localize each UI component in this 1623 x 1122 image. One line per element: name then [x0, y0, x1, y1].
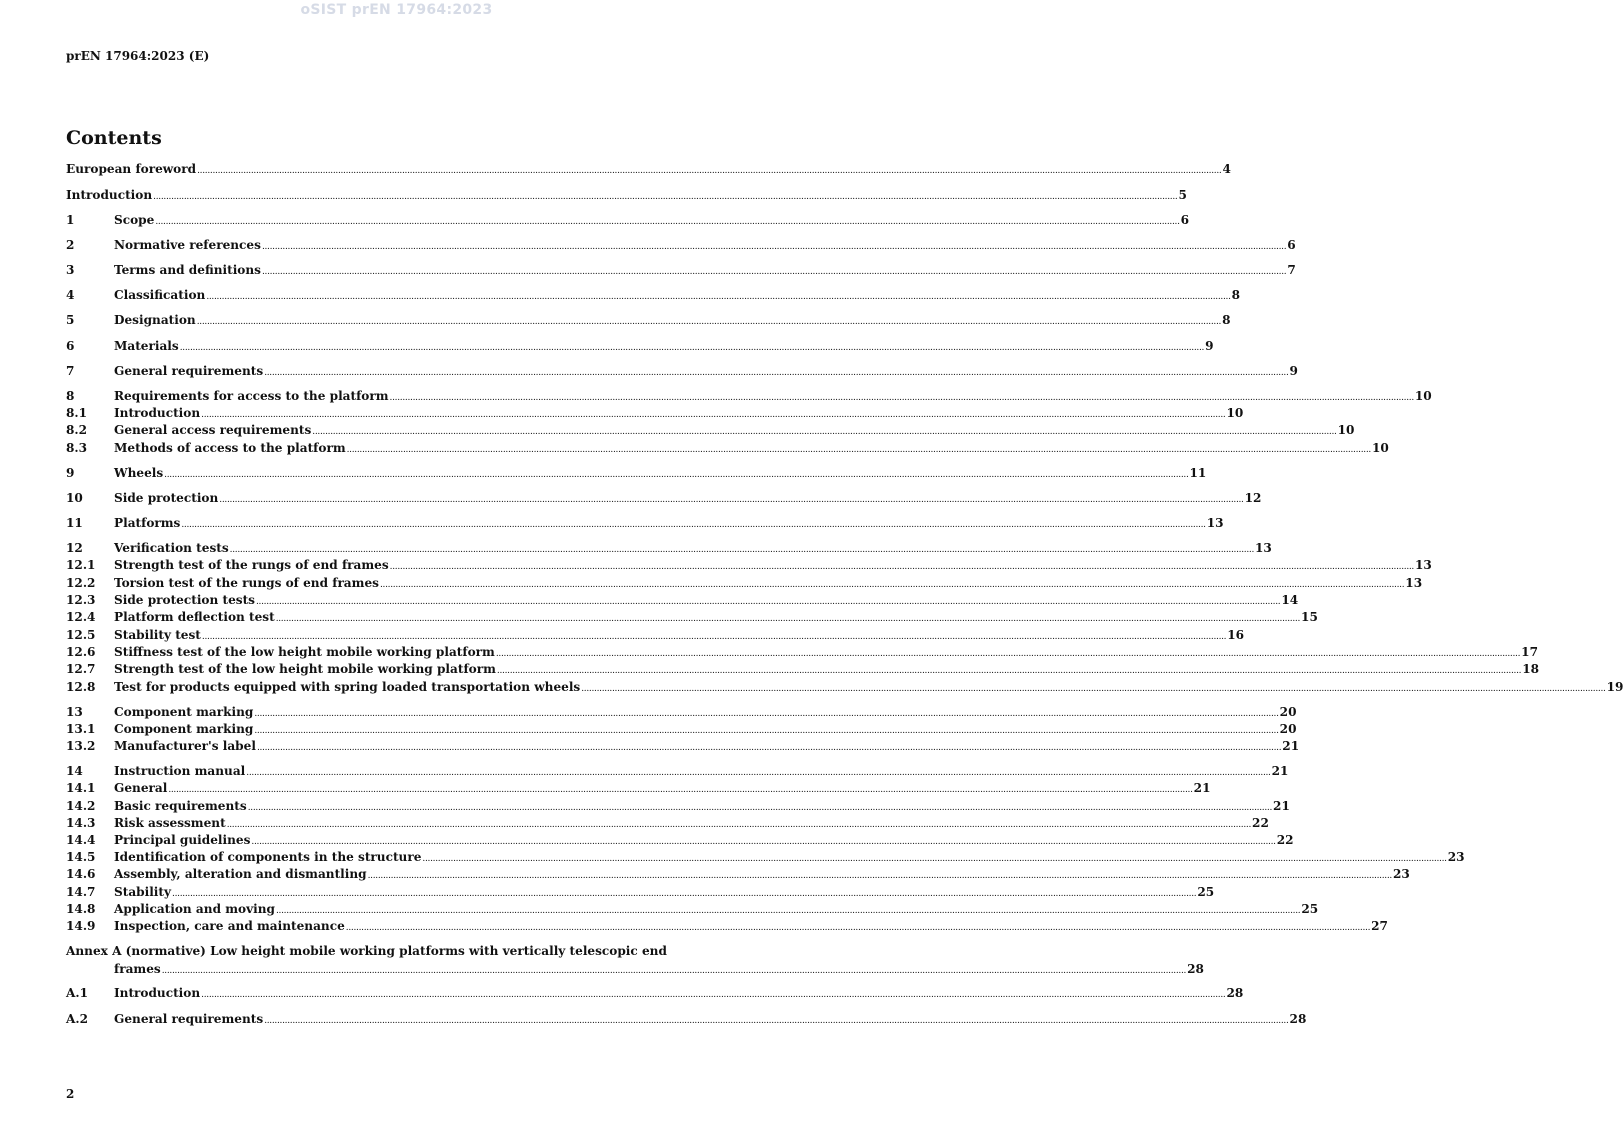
toc-entry-label: Introduction [114, 986, 201, 1000]
toc-entry-page: 6 [1180, 213, 1190, 227]
toc-entry-label: Terms and definitions [114, 263, 261, 277]
toc-entry[interactable] [66, 609, 1318, 627]
toc-entry-page: 19 [1606, 680, 1623, 694]
toc-entry[interactable] [66, 440, 1389, 458]
toc-entry-number: 5 [66, 313, 75, 327]
toc-entry-page: 28 [1187, 962, 1204, 976]
toc-entry-label: General [114, 781, 168, 795]
toc-entry[interactable] [66, 763, 1289, 781]
toc-entry-number: 8.1 [66, 406, 88, 420]
toc-entry[interactable] [66, 540, 1272, 558]
toc-entry-number: 13.2 [66, 739, 96, 753]
toc-entry-leader: ................................................................................................................................................................................................................................................................................................................................................................................................................ [495, 649, 1521, 659]
toc-entry-page: 10 [1337, 423, 1355, 437]
toc-entry[interactable] [66, 557, 1432, 575]
toc-entry[interactable] [66, 918, 1388, 936]
toc-entry-label: Materials [114, 339, 179, 353]
toc-entry-leader: ................................................................................................................................................................................................................................................................................................................................................................................................................ [161, 966, 1187, 976]
toc-entry[interactable] [66, 405, 1244, 423]
toc-entry-label: Strength test of the low height mobile working platform [114, 662, 496, 676]
toc-entry-leader: ................................................................................................................................................................................................................................................................................................................................................................................................................ [197, 166, 1222, 176]
toc-entry-leader: ................................................................................................................................................................................................................................................................................................................................................................................................................ [275, 614, 1301, 624]
toc-entry-page: 28 [1226, 986, 1244, 1000]
toc-entry-page: 20 [1279, 722, 1297, 736]
toc-entry[interactable] [66, 262, 1296, 280]
toc-entry[interactable] [66, 575, 1423, 593]
toc-entry-page: 21 [1282, 739, 1300, 753]
toc-entry[interactable] [66, 798, 1290, 816]
toc-entry-number: 8.2 [66, 423, 88, 437]
toc-entry-leader: ................................................................................................................................................................................................................................................................................................................................................................................................................ [346, 445, 1371, 455]
toc-entry-label: European foreword [66, 162, 197, 176]
toc-entry-label: Torsion test of the rungs of end frames [114, 576, 379, 590]
toc-entry[interactable] [66, 490, 1262, 508]
toc-entry-label: Side protection [114, 491, 219, 505]
toc-entry-leader: ................................................................................................................................................................................................................................................................................................................................................................................................................ [219, 495, 1244, 505]
toc-entry-leader: ................................................................................................................................................................................................................................................................................................................................................................................................................ [229, 545, 1255, 555]
toc-entry-label: Risk assessment [114, 816, 226, 830]
page-title: Contents [66, 127, 162, 149]
toc-entry[interactable] [66, 422, 1355, 440]
toc-entry-leader: ................................................................................................................................................................................................................................................................................................................................................................................................................ [181, 520, 1206, 530]
toc-entry[interactable] [66, 161, 1231, 179]
toc-entry-leader: ................................................................................................................................................................................................................................................................................................................................................................................................................ [164, 470, 1189, 480]
toc-entry-page: 15 [1301, 610, 1318, 624]
toc-entry[interactable] [66, 338, 1214, 356]
toc-entry-number: 11 [66, 516, 83, 530]
toc-entry-leader: ................................................................................................................................................................................................................................................................................................................................................................................................................ [264, 1016, 1289, 1026]
toc-entry[interactable] [66, 849, 1465, 867]
toc-entry-page: 21 [1273, 799, 1290, 813]
toc-entry-page: 21 [1193, 781, 1211, 795]
toc-entry-label: Wheels [114, 466, 164, 480]
toc-entry[interactable] [66, 1011, 1307, 1029]
toc-entry-page: 16 [1227, 628, 1245, 642]
toc-entry-number: 14.9 [66, 919, 96, 933]
toc-entry-label: Requirements for access to the platform [114, 389, 389, 403]
toc-entry[interactable] [66, 884, 1215, 902]
toc-entry-leader: ................................................................................................................................................................................................................................................................................................................................................................................................................ [179, 343, 1205, 353]
toc-entry-page: 22 [1252, 816, 1269, 830]
toc-entry-leader: ................................................................................................................................................................................................................................................................................................................................................................................................................ [581, 684, 1606, 694]
toc-entry-number: 13.1 [66, 722, 96, 736]
toc-entry-number: 12.5 [66, 628, 96, 642]
toc-entry-label: Identification of components in the structure [114, 850, 422, 864]
toc-entry-page: 11 [1189, 466, 1207, 480]
toc-entry-number: 14 [66, 764, 83, 778]
toc-entry-page: 13 [1255, 541, 1272, 555]
toc-entry-page: 17 [1521, 645, 1539, 659]
toc-entry-leader: ................................................................................................................................................................................................................................................................................................................................................................................................................ [261, 267, 1287, 277]
toc-entry-page: 6 [1287, 238, 1296, 252]
toc-annex-title: Annex A (normative) Low height mobile working platforms with vertically telescopic end [66, 944, 667, 958]
toc-entry-page: 9 [1289, 364, 1298, 378]
toc-entry[interactable] [66, 287, 1241, 305]
toc-entry-page: 22 [1276, 833, 1294, 847]
toc-entry-page: 20 [1279, 705, 1297, 719]
toc-entry-page: 14 [1281, 593, 1299, 607]
toc-entry-page: 18 [1522, 662, 1540, 676]
toc-entry-label: General requirements [114, 364, 264, 378]
toc-entry-leader: ................................................................................................................................................................................................................................................................................................................................................................................................................ [251, 837, 1276, 847]
toc-entry-page: 4 [1222, 162, 1231, 176]
toc-entry-number: 9 [66, 466, 75, 480]
toc-entry-number: 12.4 [66, 610, 96, 624]
toc-entry-number: 1 [66, 213, 75, 227]
toc-entry-number: 8 [66, 389, 75, 403]
toc-entry-leader: ................................................................................................................................................................................................................................................................................................................................................................................................................ [312, 427, 1337, 437]
toc-entry[interactable] [66, 187, 1187, 205]
toc-entry-label: Component marking [114, 705, 254, 719]
toc-entry-page: 28 [1289, 1012, 1307, 1026]
toc-entry-leader: ................................................................................................................................................................................................................................................................................................................................................................................................................ [264, 368, 1289, 378]
toc-entry-leader: ................................................................................................................................................................................................................................................................................................................................................................................................................ [201, 990, 1226, 1000]
toc-entry[interactable] [66, 832, 1294, 850]
toc-entry-label: Introduction [66, 188, 153, 202]
toc-entry-page: 23 [1447, 850, 1465, 864]
toc-entry[interactable] [66, 866, 1410, 884]
toc-entry-leader: ................................................................................................................................................................................................................................................................................................................................................................................................................ [226, 820, 1252, 830]
watermark: oSIST prEN 17964:2023 [300, 2, 493, 18]
toc-entry-label: Principal guidelines [114, 833, 251, 847]
page-number: 2 [66, 1087, 75, 1101]
toc-entry-leader: ................................................................................................................................................................................................................................................................................................................................................................................................................ [261, 242, 1287, 252]
toc-entry-label: Inspection, care and maintenance [114, 919, 345, 933]
toc-entry-number: 14.8 [66, 902, 96, 916]
toc-entry[interactable] [66, 212, 1190, 230]
toc-entry-label: frames [114, 962, 161, 976]
toc-entry-number: 10 [66, 491, 83, 505]
toc-entry-label: Side protection tests [114, 593, 255, 607]
toc-entry-page: 27 [1371, 919, 1388, 933]
toc-entry-leader: ................................................................................................................................................................................................................................................................................................................................................................................................................ [275, 906, 1301, 916]
toc-entry[interactable] [66, 679, 1623, 697]
toc-entry-label: Basic requirements [114, 799, 247, 813]
toc-entry-label: Manufacturer's label [114, 739, 256, 753]
toc-entry-page: 10 [1226, 406, 1244, 420]
toc-entry-label: Application and moving [114, 902, 275, 916]
toc-entry-leader: ................................................................................................................................................................................................................................................................................................................................................................................................................ [389, 393, 1414, 403]
toc-entry-label: Stability test [114, 628, 201, 642]
toc-entry-label: Methods of access to the platform [114, 441, 346, 455]
toc-entry[interactable] [66, 237, 1296, 255]
toc-entry-label: Assembly, alteration and dismantling [114, 867, 367, 881]
document-id: prEN 17964:2023 (E) [66, 49, 210, 63]
toc-entry-page: 5 [1178, 188, 1187, 202]
toc-entry-leader: ................................................................................................................................................................................................................................................................................................................................................................................................................ [247, 803, 1273, 813]
toc-entry-leader: ................................................................................................................................................................................................................................................................................................................................................................................................................ [201, 632, 1227, 642]
toc-entry-leader: ................................................................................................................................................................................................................................................................................................................................................................................................................ [254, 726, 1279, 736]
toc-entry[interactable] [66, 388, 1432, 406]
toc-entry-leader: ................................................................................................................................................................................................................................................................................................................................................................................................................ [172, 889, 1197, 899]
toc-entry-page: 13 [1415, 558, 1432, 572]
toc-entry-label: Component marking [114, 722, 254, 736]
toc-entry-label: Test for products equipped with spring loaded transportation wheels [114, 680, 581, 694]
toc-entry-page: 23 [1392, 867, 1410, 881]
toc-entry[interactable] [66, 644, 1539, 662]
toc-entry-number: 14.7 [66, 885, 96, 899]
toc-entry-number: 14.5 [66, 850, 96, 864]
toc-entry-label: Classification [114, 288, 206, 302]
toc-entry-number: 6 [66, 339, 75, 353]
toc-entry-number: 12.2 [66, 576, 96, 590]
toc-entry[interactable] [66, 721, 1297, 739]
toc-entry[interactable] [66, 815, 1269, 833]
toc-entry-number: 8.3 [66, 441, 88, 455]
toc-entry-label: Instruction manual [114, 764, 246, 778]
toc-entry-label: Stability [114, 885, 172, 899]
toc-entry-page: 13 [1206, 516, 1224, 530]
toc-entry-leader: ................................................................................................................................................................................................................................................................................................................................................................................................................ [206, 292, 1231, 302]
toc-entry-leader: ................................................................................................................................................................................................................................................................................................................................................................................................................ [168, 785, 1193, 795]
toc-entry[interactable] [66, 312, 1231, 330]
toc-entry[interactable] [66, 627, 1245, 645]
toc-entry-label: Stiffness test of the low height mobile working platform [114, 645, 495, 659]
toc-entry-page: 8 [1222, 313, 1231, 327]
toc-entry-page: 10 [1371, 441, 1389, 455]
toc-entry-number: 12.3 [66, 593, 96, 607]
toc-entry-label: Designation [114, 313, 196, 327]
toc-entry-number: A.1 [66, 986, 89, 1000]
toc-entry-label: Verification tests [114, 541, 229, 555]
toc-entry-leader: ................................................................................................................................................................................................................................................................................................................................................................................................................ [389, 562, 1414, 572]
toc-entry[interactable] [66, 661, 1540, 679]
toc-entry-leader: ................................................................................................................................................................................................................................................................................................................................................................................................................ [201, 410, 1226, 420]
toc-entry[interactable] [66, 738, 1300, 756]
toc-entry-page: 21 [1271, 764, 1289, 778]
toc-entry-leader: ................................................................................................................................................................................................................................................................................................................................................................................................................ [254, 709, 1279, 719]
toc-entry[interactable] [66, 985, 1244, 1003]
toc-entry[interactable] [66, 515, 1224, 533]
toc-entry-page: 9 [1205, 339, 1214, 353]
toc-entry-number: 12 [66, 541, 83, 555]
toc-entry[interactable] [66, 592, 1299, 610]
toc-entry-number: 12.7 [66, 662, 96, 676]
toc-entry-label: Platform deflection test [114, 610, 275, 624]
toc-entry-number: 4 [66, 288, 75, 302]
toc-entry-leader: ................................................................................................................................................................................................................................................................................................................................................................................................................ [196, 317, 1222, 327]
toc-entry[interactable] [66, 363, 1298, 381]
toc-entry-number: 14.1 [66, 781, 96, 795]
toc-entry-leader: ................................................................................................................................................................................................................................................................................................................................................................................................................ [246, 768, 1271, 778]
toc-entry-number: 14.2 [66, 799, 96, 813]
toc-entry-page: 10 [1414, 389, 1432, 403]
toc-entry-leader: ................................................................................................................................................................................................................................................................................................................................................................................................................ [255, 597, 1281, 607]
toc-entry-leader: ................................................................................................................................................................................................................................................................................................................................................................................................................ [367, 871, 1392, 881]
toc-entry-page: 8 [1231, 288, 1241, 302]
toc-entry-leader: ................................................................................................................................................................................................................................................................................................................................................................................................................ [256, 743, 1282, 753]
toc-entry-label: Scope [114, 213, 155, 227]
toc-entry[interactable] [66, 465, 1207, 483]
toc-entry-page: 25 [1197, 885, 1215, 899]
toc-entry-number: 14.4 [66, 833, 96, 847]
toc-entry-label: General requirements [114, 1012, 264, 1026]
toc-entry-number: 7 [66, 364, 75, 378]
toc-entry-label: Strength test of the rungs of end frames [114, 558, 389, 572]
toc-entry-number: 12.6 [66, 645, 96, 659]
toc-entry-number: 3 [66, 263, 75, 277]
toc-entry[interactable] [66, 901, 1319, 919]
toc-entry-number: 12.1 [66, 558, 96, 572]
toc-entry-label: General access requirements [114, 423, 312, 437]
toc-entry-leader: ................................................................................................................................................................................................................................................................................................................................................................................................................ [345, 923, 1371, 933]
toc-entry-number: 2 [66, 238, 75, 252]
toc-entry-label: Platforms [114, 516, 181, 530]
toc-entry-leader: ................................................................................................................................................................................................................................................................................................................................................................................................................ [379, 580, 1405, 590]
toc-entry-number: A.2 [66, 1012, 89, 1026]
toc-entry-number: 13 [66, 705, 83, 719]
toc-entry-number: 14.3 [66, 816, 96, 830]
toc-entry-page: 25 [1301, 902, 1319, 916]
toc-entry-label: Introduction [114, 406, 201, 420]
toc-entry-page: 13 [1405, 576, 1423, 590]
toc-entry-page: 12 [1244, 491, 1262, 505]
toc-entry-leader: ................................................................................................................................................................................................................................................................................................................................................................................................................ [155, 217, 1180, 227]
toc-entry-label: Normative references [114, 238, 261, 252]
toc-entry[interactable] [66, 961, 1204, 979]
toc-entry-number: 14.6 [66, 867, 96, 881]
toc-entry[interactable] [66, 704, 1297, 722]
toc-entry-leader: ................................................................................................................................................................................................................................................................................................................................................................................................................ [496, 666, 1522, 676]
toc-entry-leader: ................................................................................................................................................................................................................................................................................................................................................................................................................ [153, 192, 1178, 202]
toc-entry-page: 7 [1287, 263, 1296, 277]
toc-entry[interactable] [66, 780, 1211, 798]
toc-entry-number: 12.8 [66, 680, 96, 694]
toc-entry-leader: ................................................................................................................................................................................................................................................................................................................................................................................................................ [422, 854, 1447, 864]
